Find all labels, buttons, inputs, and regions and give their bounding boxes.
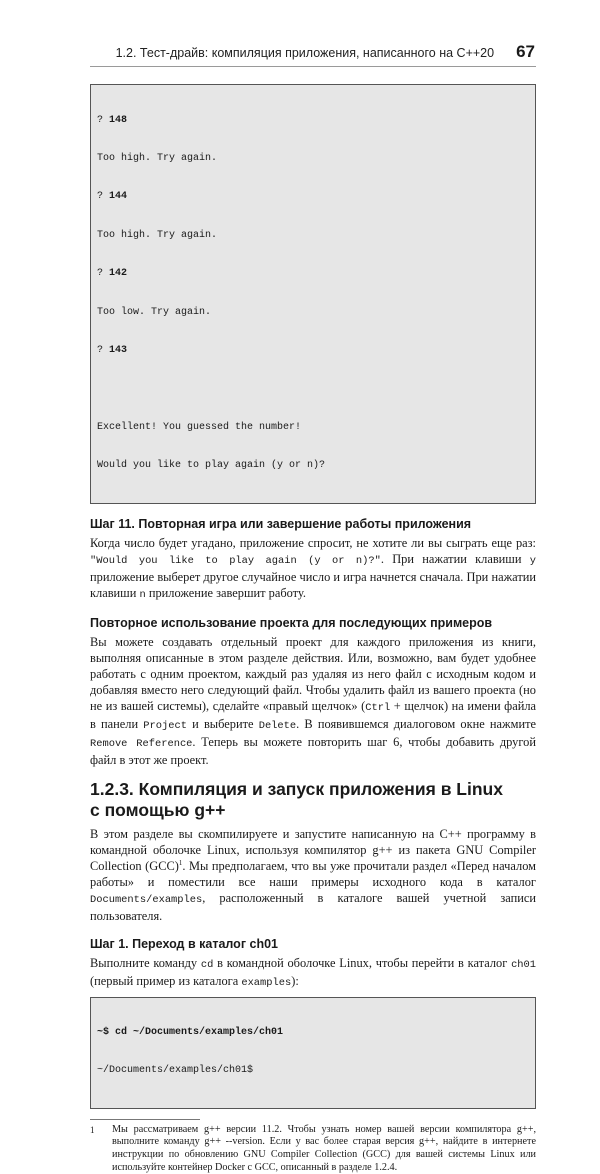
step1-heading: Шаг 1. Переход в каталог ch01 — [90, 936, 278, 951]
output-line: Excellent! You guessed the number! — [97, 421, 302, 433]
terminal-command: ~$ cd ~/Documents/examples/ch01 — [97, 1027, 284, 1039]
footnote-mark: 1 — [90, 1124, 95, 1135]
output-line: ? 143 — [97, 344, 128, 356]
footnote-ref: 1 — [178, 858, 183, 867]
footnote — [90, 1124, 536, 1174]
step11-heading: Шаг 11. Повторная игра или завершение работы приложения — [90, 516, 472, 531]
reuse-paragraph: Вы можете создавать отдельный проект для каждого приложения из книги, выполняя описанные в этом разделе действия. Или, возможно, вам будет удобнее работать с одним проектом, каждый раз удаляя из него файл с исходным кодом и добавляя вместо него следующий файл. Чтобы удалить файл из вашего проекта (но не из вашей системы), сделайте «правый щелчок» (Ctrl + щелчок) на имени файла в панели Project и выберите Delete. В появившемся диалоговом окне нажмите Remove Reference. Теперь вы можете повторить шаг 6, чтобы добавить другой файл в этот же проект. — [90, 634, 537, 767]
step1-paragraph: Выполните команду cd в командной оболочке Linux, чтобы перейти в каталог ch01 (первый пример из каталога examples): — [90, 955, 537, 989]
game-output-block — [90, 84, 536, 504]
footnote-text: Мы рассматриваем g++ версии 11.2. Чтобы узнать номер вашей версии компилятора g++, выполните команду g++ --version. Если у вас более старая версия g++, найдите в интернете инструкции по обновлению GNU Compiler Collection (GCC) для вашей системы Linux или используйте контейнер Docker с GCC, описанный в разделе 1.2.4. — [112, 1123, 536, 1173]
output-line: Would you like to play again (y or n)? — [97, 460, 326, 472]
running-title: 1.2. Тест-драйв: компиляция приложения, написанного на C++20 — [115, 46, 495, 60]
header-rule — [90, 66, 536, 67]
page-content — [90, 84, 536, 1174]
terminal-block — [90, 997, 536, 1109]
section-title: 1.2.3. Компиляция и запуск приложения в Linux с помощью g++ — [90, 778, 503, 820]
footnote-rule — [90, 1119, 200, 1120]
output-line: ? 142 — [97, 268, 128, 280]
section-paragraph: В этом разделе вы скомпилируете и запустите написанную на C++ программу в командной оболочке Linux, используя компилятор g++ из пакета GNU Compiler Collection (GCC)$^1$. Мы предполагаем, что вы уже прочитали раздел «Перед началом работы» и поместили все наши примеры исходного кода в каталог Documents/examples, расположенный в каталоге вашей учетной записи пользователя. — [90, 826, 536, 923]
output-line — [97, 383, 529, 396]
terminal-result: ~/Documents/examples/ch01$ — [97, 1065, 254, 1077]
output-line: Too low. Try again. — [97, 306, 212, 318]
running-head — [95, 42, 535, 62]
output-line: Too high. Try again. — [97, 152, 218, 164]
step11-paragraph: Когда число будет угадано, приложение спросит, не хотите ли вы сыграть еще раз: "Would you like to play again (y or n)?". При нажатии клавиши y приложение выберет другое случайное число и игра начнется сначала. При нажатии клавиши n приложение завершит работу. — [90, 535, 536, 601]
output-line: ? 148 — [97, 114, 128, 126]
output-line: ? 144 — [97, 191, 128, 203]
reuse-heading: Повторное использование проекта для последующих примеров — [90, 615, 493, 630]
output-line: Too high. Try again. — [97, 229, 218, 241]
page-number: 67 — [516, 42, 535, 61]
